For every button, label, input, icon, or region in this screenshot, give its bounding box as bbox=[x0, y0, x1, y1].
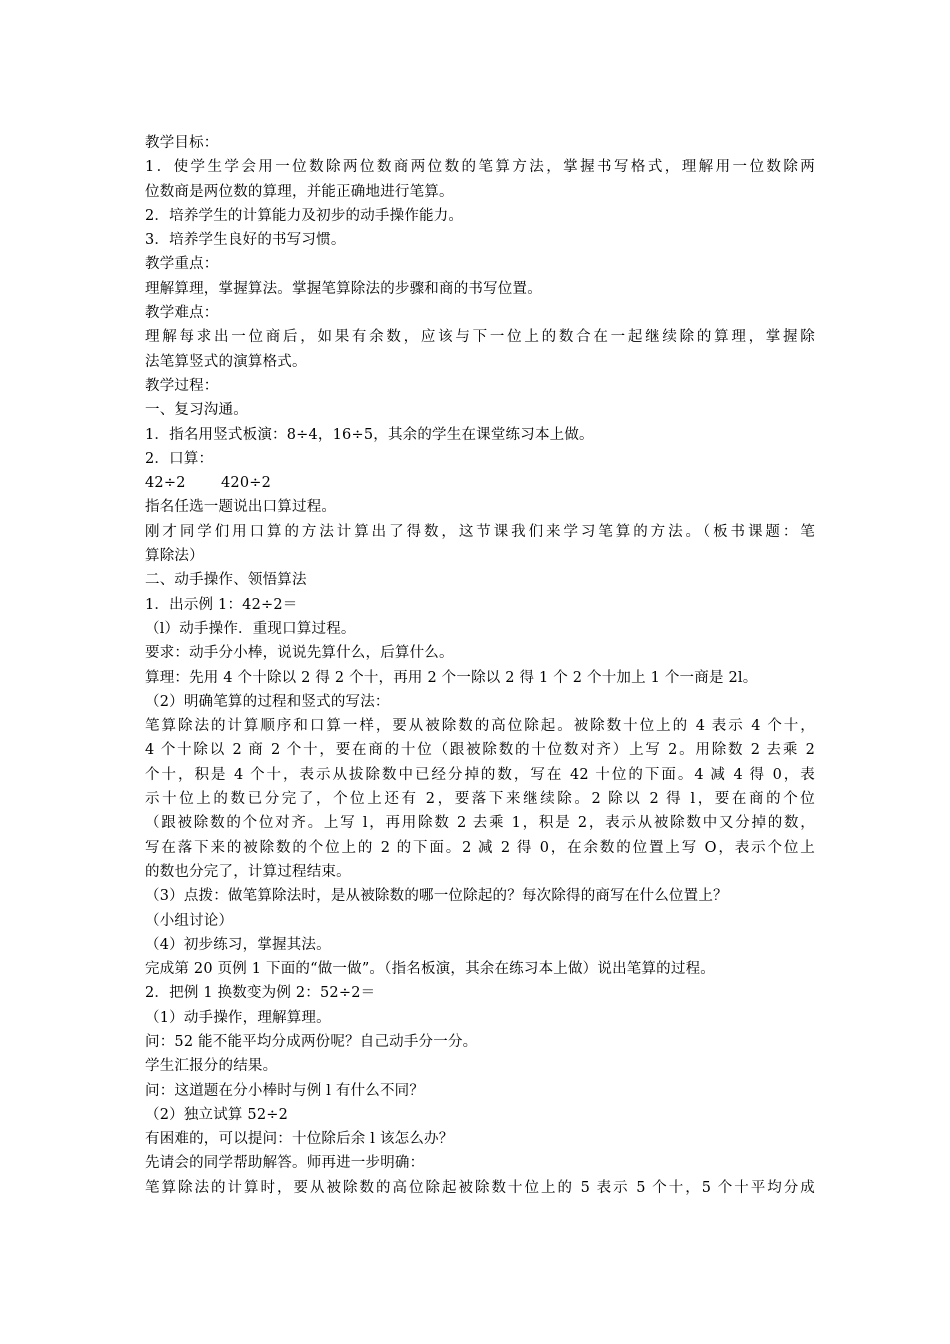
text-line: （3）点拨：做笔算除法时，是从被除数的哪一位除起的？每次除得的商写在什么位置上？ bbox=[145, 888, 728, 905]
text-line: 刚才同学们用口算的方法计算出了得数，这节课我们来学习笔算的方法。（板书课题：笔 bbox=[145, 523, 815, 540]
text-line: 学生汇报分的结果。 bbox=[145, 1058, 278, 1075]
text-line: 1．指名用竖式板演：8÷4，16÷5，其余的学生在课堂练习本上做。 bbox=[145, 426, 594, 443]
calc-expression: 420÷2 bbox=[221, 475, 272, 492]
text-line: （跟被除数的个位对齐。上写 l，再用除数 2 去乘 1，积是 2，表示从被除数中又分掉的数， bbox=[145, 815, 815, 832]
calc-expression: 42÷2 bbox=[145, 475, 186, 492]
text-line: 教学过程： bbox=[145, 377, 219, 394]
text-line: 有困难的，可以提问：十位除后余 l 该怎么办？ bbox=[145, 1131, 454, 1148]
text-line: （2）明确笔算的过程和竖式的写法： bbox=[145, 693, 390, 710]
text-line: 1．出示例 1：42÷2＝ bbox=[145, 596, 298, 613]
text-line: 理解每求出一位商后，如果有余数，应该与下一位上的数合在一起继续除的算理，掌握除 bbox=[145, 329, 815, 346]
text-line: （l）动手操作．重现口算过程。 bbox=[145, 620, 356, 637]
text-line: 笔算除法的计算时，要从被除数的高位除起被除数十位上的 5 表示 5 个十，5 个十平均分成 bbox=[145, 1179, 815, 1196]
text-line: 写在落下来的被除数的个位上的 2 的下面。2 减 2 得 0，在余数的位置上写 O，表示个位上 bbox=[145, 839, 815, 856]
calc-row bbox=[145, 471, 815, 495]
text-line: 教学目标： bbox=[145, 135, 219, 151]
text-line: 完成第 20 页例 1 下面的“做一做”。（指名板演，其余在练习本上做）说出笔算的过程。 bbox=[145, 961, 715, 978]
text-line: 4 个十除以 2 商 2 个十，要在商的十位（跟被除数的十位数对齐）上写 2。用除数 2 去乘 2 bbox=[145, 742, 815, 759]
text-line: （4）初步练习，掌握其法。 bbox=[145, 936, 331, 953]
text-line: 指名任选一题说出口算过程。 bbox=[145, 499, 337, 516]
text-line: 3．培养学生良好的书写习惯。 bbox=[145, 232, 346, 249]
text-line: 教学重点： bbox=[145, 256, 219, 273]
text-line: 2．培养学生的计算能力及初步的动手操作能力。 bbox=[145, 207, 464, 224]
text-line: 2．把例 1 换数变为例 2：52÷2＝ bbox=[145, 985, 376, 1002]
text-line: 先请会的同学帮助解答。师再进一步明确： bbox=[145, 1155, 425, 1172]
text-line: 理解算理，掌握算法。掌握笔算除法的步骤和商的书写位置。 bbox=[145, 280, 542, 297]
text-line: 算除法） bbox=[145, 548, 204, 565]
text-line: 1．使学生学会用一位数除两位数商两位数的笔算方法，掌握书写格式，理解用一位数除两 bbox=[145, 159, 815, 176]
text-line: 示十位上的数已分完了，个位上还有 2，要落下来继续除。2 除以 2 得 l，要在商的个位 bbox=[145, 791, 815, 808]
text-line: 问：这道题在分小棒时与例 l 有什么不同？ bbox=[145, 1082, 425, 1099]
text-line: （小组讨论） bbox=[145, 912, 234, 929]
text-line: 二、动手操作、领悟算法 bbox=[145, 572, 307, 589]
text-line: 2．口算： bbox=[145, 450, 214, 467]
text-line: 位数商是两位数的算理，并能正确地进行笔算。 bbox=[145, 183, 454, 200]
text-line: （1）动手操作，理解算理。 bbox=[145, 1009, 331, 1026]
document-body bbox=[145, 131, 815, 1200]
text-line: 的数也分完了，计算过程结束。 bbox=[145, 863, 351, 880]
text-line: 一、复习沟通。 bbox=[145, 402, 248, 419]
text-line: 问：52 能不能平均分成两份呢？自己动手分一分。 bbox=[145, 1033, 478, 1050]
text-line: 个十，积是 4 个十，表示从拔除数中已经分掉的数，写在 42 十位的下面。4 减 4 得 0，表 bbox=[145, 766, 815, 783]
text-line: 笔算除法的计算顺序和口算一样，要从被除数的高位除起。被除数十位上的 4 表示 4 个十， bbox=[145, 718, 815, 735]
text-line: 教学难点： bbox=[145, 305, 219, 322]
text-line: 法笔算竖式的演算格式。 bbox=[145, 353, 307, 370]
text-line: 要求：动手分小棒，说说先算什么，后算什么。 bbox=[145, 645, 454, 662]
text-line: （2）独立试算 52÷2 bbox=[145, 1106, 289, 1123]
text-line: 算理：先用 4 个十除以 2 得 2 个十，再用 2 个一除以 2 得 1 个 2 个十加上 1 个一商是 2l。 bbox=[145, 669, 758, 686]
